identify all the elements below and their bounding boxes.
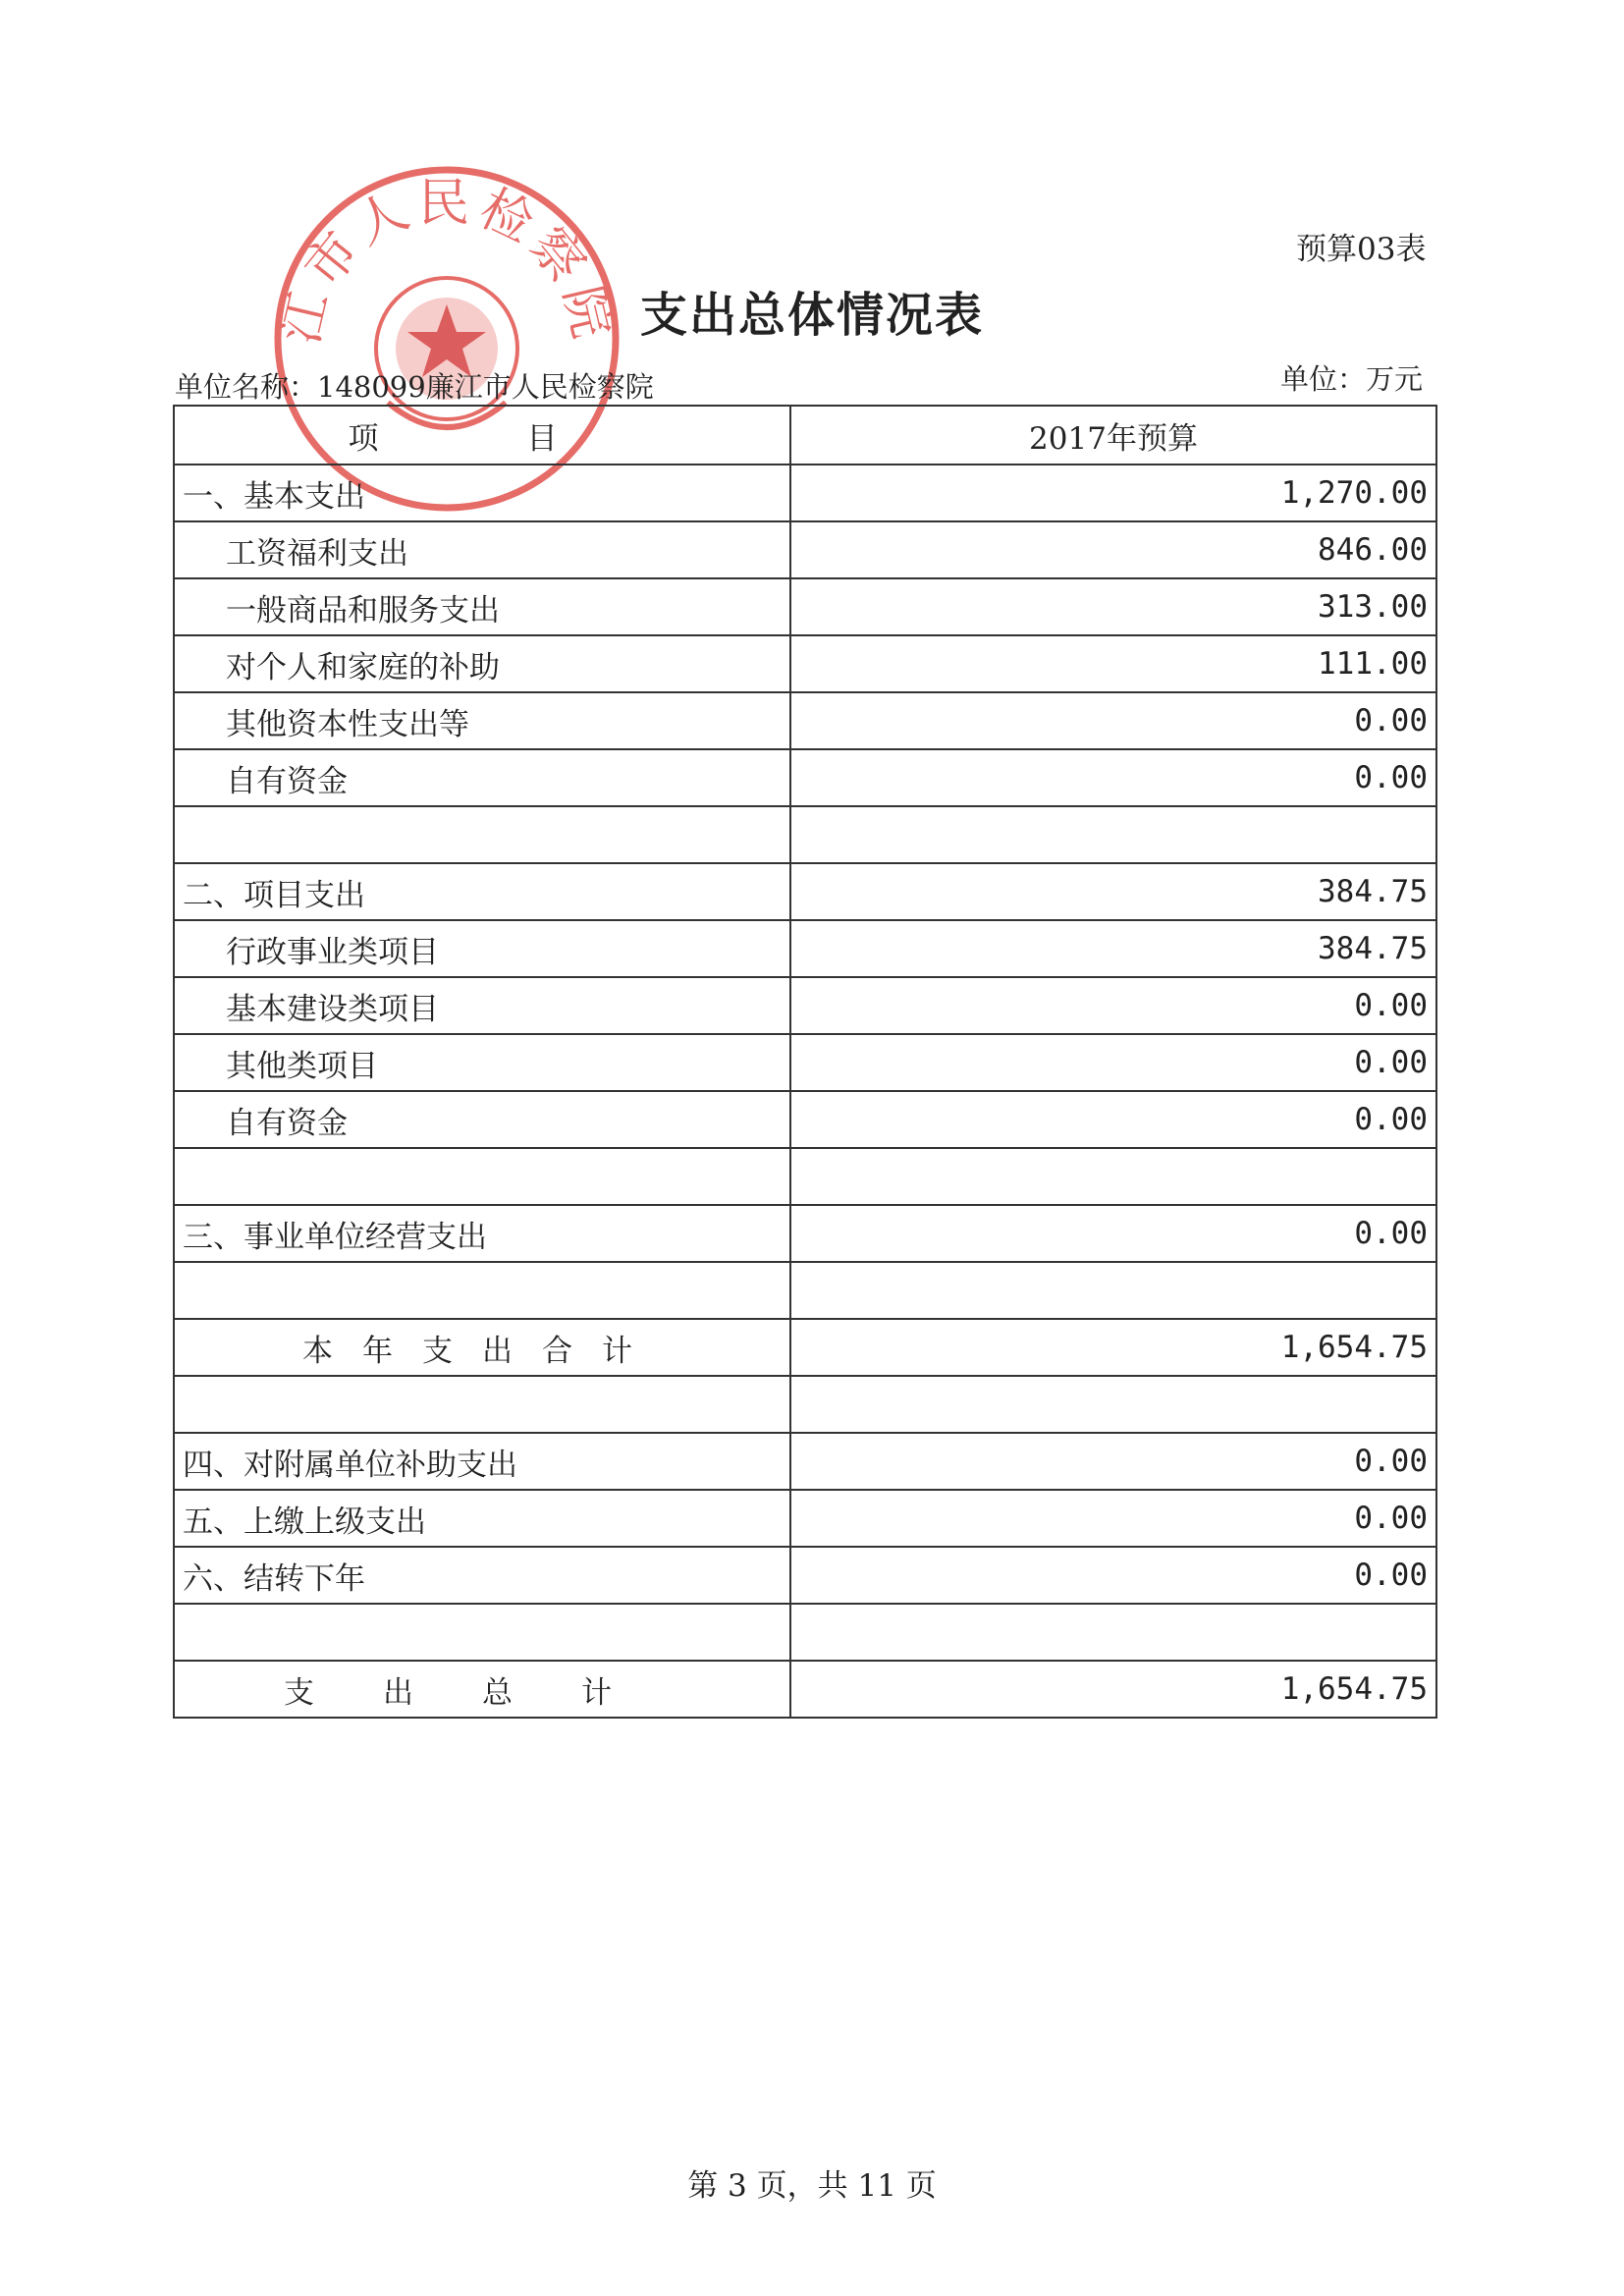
row-value: 0.00: [790, 1034, 1436, 1091]
row-label: [174, 1604, 790, 1661]
table-row-blank: [174, 1604, 1436, 1661]
table-header-row: [174, 406, 1436, 465]
row-value: 313.00: [790, 578, 1436, 635]
row-label: 三、事业单位经营支出: [174, 1205, 790, 1262]
row-value: 0.00: [790, 1091, 1436, 1148]
table-row-blank: [174, 1376, 1436, 1433]
row-value: 384.75: [790, 920, 1436, 977]
row-value: 0.00: [790, 749, 1436, 806]
seal-text: 江市人民检察院: [271, 174, 623, 350]
table-row-blank: [174, 806, 1436, 863]
subtotal-label: 本年支出合计: [174, 1319, 790, 1376]
row-label: 一、基本支出: [174, 465, 790, 521]
row-value: 0.00: [790, 1433, 1436, 1490]
form-number: 预算03表: [1296, 232, 1427, 267]
table-row: [174, 1205, 1436, 1262]
row-label: [174, 806, 790, 863]
unit-label: 单位：万元: [1280, 362, 1424, 396]
row-label: 行政事业类项目: [174, 920, 790, 977]
row-label: 六、结转下年: [174, 1547, 790, 1604]
row-label: 二、项目支出: [174, 863, 790, 920]
table-row: [174, 1547, 1436, 1604]
page-number: 第 3 页，共 11 页: [687, 2168, 937, 2204]
row-label: 五、上缴上级支出: [174, 1490, 790, 1547]
row-value: [790, 1376, 1436, 1433]
row-label: 其他类项目: [174, 1034, 790, 1091]
row-label: 自有资金: [174, 1091, 790, 1148]
row-value: [790, 806, 1436, 863]
table-row: [174, 521, 1436, 578]
table-row-subtotal: [174, 1319, 1436, 1376]
row-value: 846.00: [790, 521, 1436, 578]
row-value: 0.00: [790, 692, 1436, 749]
column-header-budget: 2017年预算: [790, 406, 1436, 465]
column-header-item: 项 目: [174, 406, 790, 465]
table-row: [174, 1091, 1436, 1148]
table-row: [174, 1490, 1436, 1547]
table-row: [174, 635, 1436, 692]
row-label: 对个人和家庭的补助: [174, 635, 790, 692]
row-value: 111.00: [790, 635, 1436, 692]
table-row: [174, 692, 1436, 749]
row-value: 0.00: [790, 977, 1436, 1034]
row-value: 0.00: [790, 1205, 1436, 1262]
subtotal-value: 1,654.75: [790, 1319, 1436, 1376]
row-label: [174, 1262, 790, 1319]
grand-total-label: 支出总计: [174, 1661, 790, 1718]
row-value: [790, 1604, 1436, 1661]
table-row: [174, 977, 1436, 1034]
row-value: 1,270.00: [790, 465, 1436, 521]
row-value: 0.00: [790, 1547, 1436, 1604]
row-label: 工资福利支出: [174, 521, 790, 578]
row-label: [174, 1148, 790, 1205]
row-label: 其他资本性支出等: [174, 692, 790, 749]
organization-name: 单位名称：148099廉江市人民检察院: [175, 370, 654, 404]
row-label: 一般商品和服务支出: [174, 578, 790, 635]
table-row-total: [174, 1661, 1436, 1718]
row-label: 自有资金: [174, 749, 790, 806]
row-value: [790, 1262, 1436, 1319]
table-row: [174, 1433, 1436, 1490]
row-label: [174, 1376, 790, 1433]
row-value: [790, 1148, 1436, 1205]
table-row: [174, 1034, 1436, 1091]
table-row-blank: [174, 1148, 1436, 1205]
table-row: [174, 749, 1436, 806]
table-row-blank: [174, 1262, 1436, 1319]
row-value: 384.75: [790, 863, 1436, 920]
page-title: 支出总体情况表: [639, 288, 984, 343]
table-row: [174, 863, 1436, 920]
grand-total-value: 1,654.75: [790, 1661, 1436, 1718]
table-row: [174, 578, 1436, 635]
row-label: 四、对附属单位补助支出: [174, 1433, 790, 1490]
row-label: 基本建设类项目: [174, 977, 790, 1034]
expenditure-table: [173, 405, 1437, 1719]
table-row: [174, 920, 1436, 977]
row-value: 0.00: [790, 1490, 1436, 1547]
table-row: [174, 465, 1436, 521]
